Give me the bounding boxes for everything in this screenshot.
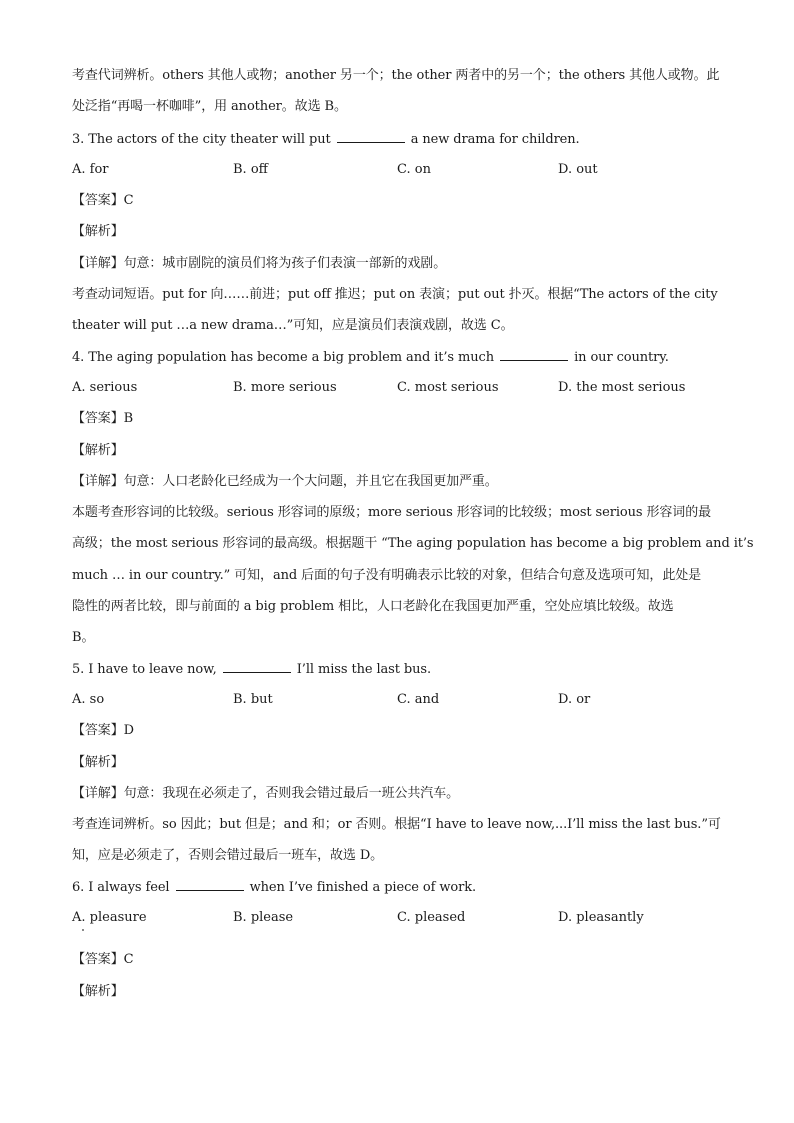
- stray-dot: [82, 929, 84, 931]
- q3-explanation-line-1: 考查动词短语。put for 向……前进；put off 推迟；put on 表演；put out 扑灭。根据“The actors of the city: [72, 287, 718, 302]
- q5-analysis-heading: 【解析】: [72, 755, 124, 770]
- q5-stem: [72, 659, 724, 680]
- q5-option-c: C. and: [397, 692, 440, 707]
- q3-stem-after-blank: a new drama for children.: [410, 132, 580, 147]
- q3-analysis-heading: 【解析】: [72, 224, 124, 239]
- q3-detail: 【详解】句意：城市剧院的演员们将为孩子们表演一部新的戏剧。: [72, 256, 447, 271]
- q6-analysis-heading: 【解析】: [72, 984, 124, 999]
- q6-blank: [176, 877, 244, 891]
- q5-explanation-line-1: 考查连词辨析。so 因此；but 但是；and 和；or 否则。根据“I have to leave now,...I’ll miss the last bus.”可: [72, 817, 721, 832]
- q5-option-d: D. or: [558, 692, 591, 707]
- q4-option-d: D. the most serious: [558, 380, 686, 395]
- q4-explanation-line-2: 高级；the most serious 形容词的最高级。根据题干 “The aging population has become a big problem and it’s: [72, 536, 754, 551]
- q5-detail: 【详解】句意：我现在必须走了，否则我会错过最后一班公共汽车。: [72, 786, 460, 801]
- q4-option-a: A. serious: [72, 380, 138, 395]
- q4-explanation-line-1: 本题考查形容词的比较级。serious 形容词的原级；more serious 形容词的比较级；most serious 形容词的最: [72, 505, 711, 520]
- q5-stem-after-blank: I’ll miss the last bus.: [296, 662, 431, 677]
- q4-detail: 【详解】句意：人口老龄化已经成为一个大问题，并且它在我国更加严重。: [72, 474, 498, 489]
- q3-option-c: C. on: [397, 162, 431, 177]
- q5-option-a: A. so: [72, 692, 105, 707]
- q3-answer: 【答案】C: [72, 193, 134, 208]
- q4-explanation-line-5: B。: [72, 630, 95, 645]
- q6-answer: 【答案】C: [72, 952, 134, 967]
- q6-stem: [72, 877, 724, 898]
- q3-blank: [337, 129, 405, 143]
- q3-explanation-line-2: theater will put …a new drama…”可知，应是演员们表演戏剧，故选 C。: [72, 318, 514, 333]
- q3-stem-before-blank: 3. The actors of the city theater will put: [72, 132, 331, 147]
- q5-answer: 【答案】D: [72, 723, 134, 738]
- q6-option-a: A. pleasure: [72, 910, 147, 925]
- q2-explanation-line-2: 处泛指“再喝一杯咖啡”，用 another。故选 B。: [72, 99, 347, 114]
- q2-explanation-line-1: 考查代词辨析。others 其他人或物；another 另一个；the other 两者中的另一个；the others 其他人或物。此: [72, 68, 720, 83]
- q4-analysis-heading: 【解析】: [72, 443, 124, 458]
- q6-option-d: D. pleasantly: [558, 910, 644, 925]
- q6-stem-before-blank: 6. I always feel: [72, 880, 170, 895]
- q4-stem: [72, 347, 724, 368]
- q3-option-a: A. for: [72, 162, 109, 177]
- q5-blank: [223, 659, 291, 673]
- q5-explanation-line-2: 知，应是必须走了，否则会错过最后一班车，故选 D。: [72, 848, 384, 863]
- q3-stem: [72, 129, 724, 150]
- q4-stem-after-blank: in our country.: [574, 350, 669, 365]
- q4-explanation-line-3: much … in our country.” 可知，and 后面的句子没有明确表示比较的对象，但结合句意及选项可知，此处是: [72, 568, 702, 583]
- q6-option-b: B. please: [233, 910, 294, 925]
- q4-answer: 【答案】B: [72, 411, 134, 426]
- q4-option-b: B. more serious: [233, 380, 337, 395]
- q4-blank: [500, 347, 568, 361]
- q6-stem-after-blank: when I’ve finished a piece of work.: [249, 880, 477, 895]
- q6-option-c: C. pleased: [397, 910, 466, 925]
- q5-option-b: B. but: [233, 692, 273, 707]
- q3-option-b: B. off: [233, 162, 268, 177]
- q3-option-d: D. out: [558, 162, 598, 177]
- q4-option-c: C. most serious: [397, 380, 499, 395]
- q5-stem-before-blank: 5. I have to leave now,: [72, 662, 217, 677]
- q4-explanation-line-4: 隐性的两者比较，即与前面的 a big problem 相比，人口老龄化在我国更加严重，空处应填比较级。故选: [72, 599, 674, 614]
- q4-stem-before-blank: 4. The aging population has become a big problem and it’s much: [72, 350, 494, 365]
